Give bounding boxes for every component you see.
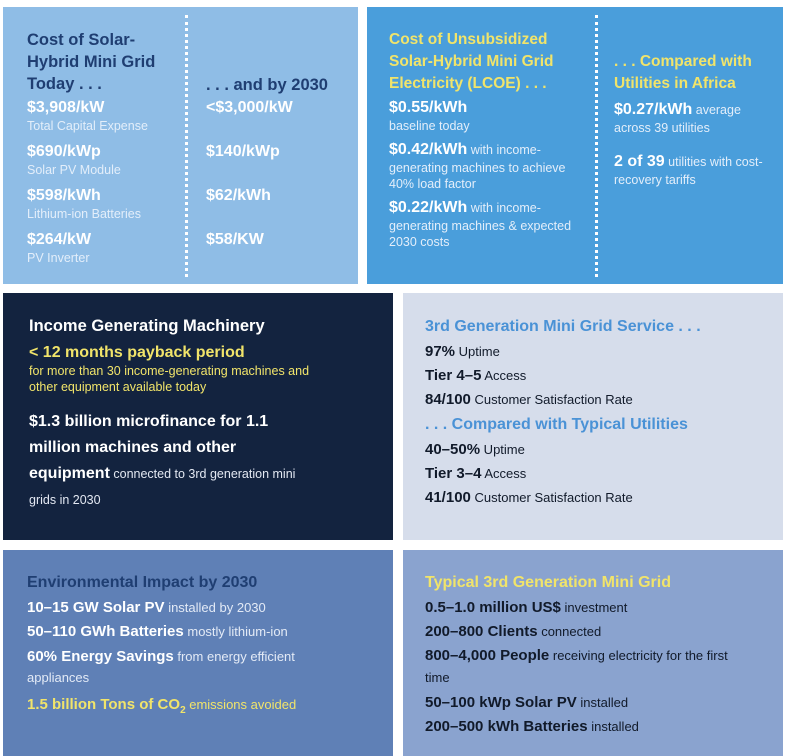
machinery-panel [3, 293, 393, 540]
environment-content [27, 572, 377, 723]
compare-value: $0.27/kWh [614, 101, 693, 118]
cost-today: $3,908/kW [27, 99, 105, 116]
typical-value: 200–800 Clients [425, 623, 538, 640]
cost-label: PV Inverter [27, 251, 90, 265]
typical-text: installed [576, 695, 629, 710]
title-rest: of Unsubsidized Solar-Hybrid Mini Grid Electricity (LCOE) . . . [389, 31, 554, 92]
compare-item [425, 486, 775, 510]
co2-value: 1.5 billion Tons of CO [27, 696, 181, 713]
cost-2030: <$3,000/kW [206, 99, 293, 116]
cost-item [27, 230, 187, 274]
finance-text [29, 409, 319, 513]
typical-text: installed [587, 719, 639, 734]
env-text: installed by 2030 [164, 600, 266, 615]
cost-item [27, 186, 187, 230]
service-text: Uptime [455, 344, 500, 359]
typical-value: 0.5–1.0 million US$ [425, 599, 561, 616]
service-item [425, 340, 775, 364]
typical-title: Typical 3rd Generation Mini Grid [425, 574, 671, 591]
lcoe-item [389, 198, 579, 250]
service-item [425, 388, 775, 412]
environment-title: Environmental Impact by 2030 [27, 574, 258, 591]
typical-item [425, 715, 765, 739]
payback-text: for more than 30 income-generating machines and other equipment available today [29, 364, 310, 394]
capital-cost-title [27, 29, 177, 95]
service-value: 84/100 [425, 391, 471, 408]
service-content [425, 316, 775, 510]
env-item [27, 596, 377, 620]
title-bold: Cost [27, 31, 64, 49]
today-list [27, 98, 187, 274]
compare-item [425, 462, 775, 486]
africa-compare-list [614, 100, 774, 188]
compare-item [425, 438, 775, 462]
typical-value: 800–4,000 People [425, 647, 550, 664]
compare-text: Uptime [480, 442, 525, 457]
lcoe-text: baseline today [389, 119, 470, 133]
cost-label: Solar PV Module [27, 163, 121, 177]
compare-item [614, 152, 774, 188]
typical-grid-panel [403, 550, 783, 756]
typical-text: receiving electricity for the first time [425, 648, 728, 685]
compare-value: Tier 3–4 [425, 465, 482, 482]
compare-text: Access [481, 466, 527, 481]
lcoe-item [389, 98, 579, 134]
env-text: mostly lithium-ion [183, 624, 288, 639]
dotted-divider [595, 15, 598, 277]
lcoe-value: $0.22/kWh [389, 199, 468, 216]
compare-value: 2 of 39 [614, 153, 665, 170]
cost-today: $598/kWh [27, 187, 101, 204]
service-value: Tier 4–5 [425, 367, 482, 384]
machinery-content [29, 315, 359, 513]
env-value: 50–110 GWh Batteries [27, 623, 184, 640]
lcoe-list [389, 98, 579, 256]
title-bold: Cost [389, 31, 424, 48]
payback-value: < 12 months payback period [29, 344, 245, 361]
typical-item [425, 620, 765, 644]
service-title: 3rd Generation Mini Grid Service . . . [425, 318, 701, 335]
compare-text: utilities with cost-recovery tariffs [614, 155, 763, 187]
env-value: 10–15 GW Solar PV [27, 599, 165, 616]
finance-bold: $1.3 billion microfinance for 1.1 million machines and other equipment [29, 413, 269, 482]
cost-today: $690/kWp [27, 143, 101, 160]
africa-compare-title: . . . Compared with Utilities in Africa [614, 53, 752, 92]
by2030-list [206, 98, 293, 274]
cost-today: $264/kW [27, 231, 92, 248]
lcoe-value: $0.42/kWh [389, 141, 468, 158]
typical-value: 200–500 kWh Batteries [425, 718, 588, 735]
typical-item [425, 645, 735, 689]
service-item [425, 364, 775, 388]
typical-text: investment [560, 600, 628, 615]
co2-subscript: 2 [180, 705, 186, 716]
cost-2030: $58/KW [206, 231, 264, 248]
lcoe-panel [367, 7, 783, 284]
env-text: from energy efficient appliances [27, 649, 295, 685]
cost-2030: $140/kWp [206, 143, 280, 160]
compare-value: 40–50% [425, 441, 481, 458]
cost-item [27, 98, 187, 142]
compare-text: average across 39 utilities [614, 103, 741, 135]
capital-cost-panel [3, 7, 358, 284]
typical-item [425, 691, 765, 715]
cost-item [27, 142, 187, 186]
typical-item [425, 596, 765, 620]
compare-value: 41/100 [425, 489, 471, 506]
service-value: 97% [425, 343, 456, 360]
cost-2030: $62/kWh [206, 187, 271, 204]
machinery-title: Income Generating Machinery [29, 317, 265, 335]
environment-panel [3, 550, 393, 756]
service-panel [403, 293, 783, 540]
title-rest: of Solar-Hybrid Mini Grid Today . . . [27, 31, 156, 93]
by-2030-label: . . . and by 2030 [206, 76, 328, 94]
finance-rest: connected to 3rd generation mini grids in 2030 [29, 467, 296, 507]
cost-label: Lithium-ion Batteries [27, 207, 141, 221]
lcoe-text: with income-generating machines & expected 2030 costs [389, 201, 572, 249]
lcoe-text: with income-generating machines to achieve 40% load factor [389, 143, 566, 191]
co2-item [27, 693, 377, 723]
service-text: Access [481, 368, 527, 383]
utilities-compare-title: . . . Compared with Typical Utilities [425, 416, 688, 433]
lcoe-value: $0.55/kWh [389, 99, 468, 116]
lcoe-title [389, 29, 589, 95]
env-value: 60% Energy Savings [27, 648, 174, 665]
typical-text: connected [537, 624, 602, 639]
env-item [27, 620, 377, 644]
service-text: Customer Satisfaction Rate [470, 392, 633, 407]
lcoe-item [389, 140, 579, 192]
co2-text: emissions avoided [185, 697, 297, 712]
env-item [27, 646, 307, 688]
compare-text: Customer Satisfaction Rate [470, 490, 633, 505]
compare-item [614, 100, 774, 136]
typical-value: 50–100 kWp Solar PV [425, 694, 577, 711]
typical-content [425, 572, 765, 739]
cost-label: Total Capital Expense [27, 119, 148, 133]
